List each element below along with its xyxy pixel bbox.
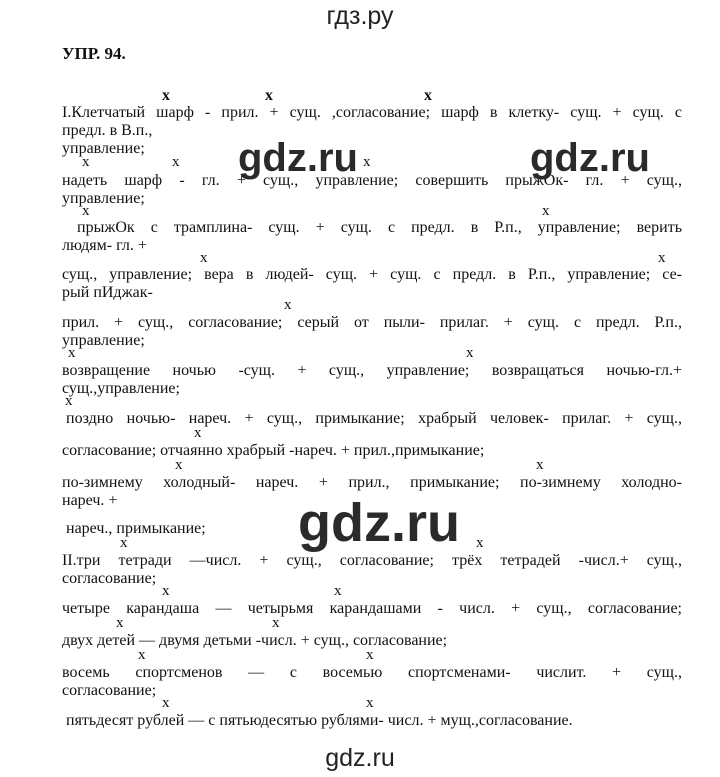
stress-mark: x: [68, 345, 76, 361]
stress-mark: x: [536, 457, 544, 473]
text-line: двух детей — двумя детьми -числ. + сущ., согласование;: [62, 632, 448, 649]
text-line: нареч., примыкание;: [66, 520, 206, 537]
stress-mark: x: [120, 535, 128, 551]
text-line: сущ.,управление;: [62, 380, 180, 397]
text-line: согласование;: [62, 570, 157, 587]
text-line: прил. + сущ., согласование; серый от пыли- прилаг. + сущ. с предл. Р.п.,: [62, 314, 682, 331]
text-line: управление;: [62, 140, 145, 157]
stress-mark: x: [172, 154, 180, 170]
stress-mark: x: [194, 425, 202, 441]
text-line: I.Клетчатый шарф - прил. + сущ. ,согласование; шарф в клетку- сущ. + сущ. с: [62, 104, 682, 121]
text-line: управление;: [62, 332, 145, 349]
stress-mark: x: [138, 647, 146, 663]
watermark: gdz.ru: [238, 136, 358, 180]
site-header: гдз.ру: [326, 2, 394, 30]
stress-mark: x: [162, 695, 170, 711]
text-line: по-зимнему холодный- нареч. + прил., примыкание; по-зимнему холодно-: [62, 474, 682, 491]
stress-mark: x: [424, 87, 432, 104]
stress-mark: x: [366, 647, 374, 663]
stress-mark: x: [162, 87, 170, 104]
stress-mark: x: [162, 583, 170, 599]
stress-mark: x: [658, 250, 666, 266]
text-line: нареч. +: [62, 492, 118, 509]
text-line: возвращение ночью -сущ. + сущ., управление; возвращаться ночью-гл.+: [62, 362, 682, 379]
text-line: управление;: [62, 190, 145, 207]
stress-mark: x: [82, 154, 90, 170]
text-line: рый пИджак-: [62, 284, 153, 301]
text-line: людям- гл. +: [62, 237, 147, 254]
stress-mark: x: [284, 297, 292, 313]
text-line: сущ., управление; вера в людей- сущ. + сущ. с предл. в Р.п., управление; се-: [62, 266, 682, 283]
text-line: пятьдесят рублей — с пятьюдесятью рублями- числ. + мущ.,согласование.: [66, 712, 573, 729]
text-line: прыжОк с трамплина- сущ. + сущ. с предл. в Р.п., управление; верить: [77, 219, 682, 236]
text-line: восемь спортсменов — с восемью спортсменами- числит. + сущ.,: [62, 664, 682, 681]
stress-mark: x: [366, 695, 374, 711]
stress-mark: x: [200, 250, 208, 266]
text-line: четыре карандаша — четырьмя карандашами - числ. + сущ., согласование;: [62, 600, 682, 617]
stress-mark: x: [542, 203, 550, 219]
stress-mark: x: [334, 583, 342, 599]
stress-mark: x: [265, 87, 273, 104]
stress-mark: x: [65, 393, 73, 409]
text-line: согласование; отчаянно храбрый -нареч. + прил.,примыкание;: [62, 442, 485, 459]
stress-mark: x: [272, 615, 280, 631]
text-line: надеть шарф - гл. + сущ., управление; совершить прыжОк- гл. + сущ.,: [62, 172, 682, 189]
watermark: gdz.ru: [530, 136, 650, 180]
stress-mark: x: [363, 154, 371, 170]
site-footer: gdz.ru: [325, 744, 395, 772]
exercise-title: УПР. 94.: [62, 44, 126, 63]
stress-mark: x: [175, 457, 183, 473]
text-line: согласование;: [62, 682, 157, 699]
watermark: gdz.ru: [298, 493, 460, 553]
stress-mark: x: [82, 203, 90, 219]
stress-mark: x: [116, 615, 124, 631]
text-line: предл. в В.п.,: [62, 122, 153, 139]
text-line: поздно ночью- нареч. + сущ., примыкание; храбрый человек- прилаг. + сущ.,: [66, 410, 682, 427]
stress-mark: x: [476, 535, 484, 551]
stress-mark: x: [466, 345, 474, 361]
text-line: II.три тетради —числ. + сущ., согласование; трёх тетрадей -числ.+ сущ.,: [62, 552, 682, 569]
